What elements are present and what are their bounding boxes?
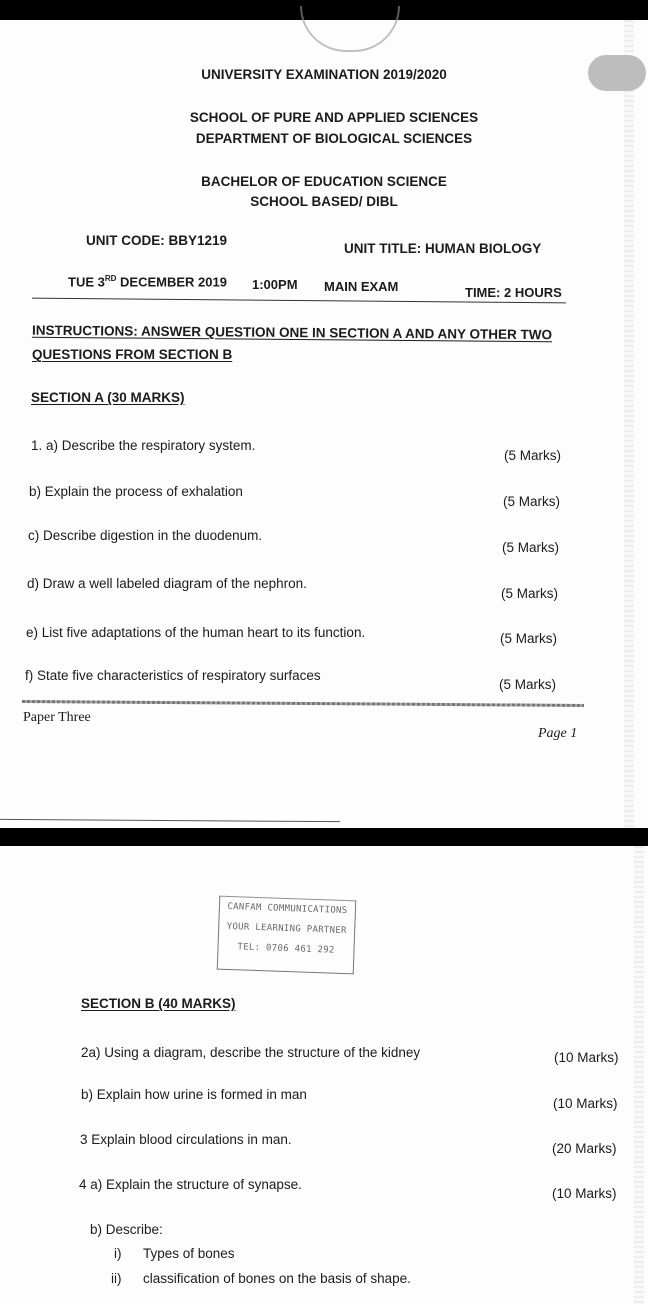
question-1f: f) State five characteristics of respiratory surfaces <box>25 668 321 683</box>
question-3-marks: (20 Marks) <box>552 1141 617 1156</box>
question-1c: c) Describe digestion in the duodenum. <box>28 528 263 543</box>
question-2a-marks: (10 Marks) <box>554 1050 619 1065</box>
instructions-line-2: QUESTIONS FROM SECTION B <box>32 347 233 362</box>
question-4a: 4 a) Explain the structure of synapse. <box>79 1177 302 1192</box>
question-4b-ii-num: ii) <box>111 1271 122 1286</box>
question-1f-marks: (5 Marks) <box>499 677 556 692</box>
footer-page-number: Page 1 <box>538 726 578 741</box>
question-1d-marks: (5 Marks) <box>501 586 558 601</box>
question-4b-i-text: Types of bones <box>143 1246 235 1261</box>
question-1a-marks: (5 Marks) <box>504 448 561 463</box>
instructions-line-1: INSTRUCTIONS: ANSWER QUESTION ONE IN SECTION A AND ANY OTHER TWO <box>31 322 553 343</box>
question-1a: 1. a) Describe the respiratory system. <box>31 438 256 453</box>
page-separator-band <box>0 828 648 846</box>
unit-title: UNIT TITLE: HUMAN BIOLOGY <box>344 241 542 256</box>
section-a-title: SECTION A (30 MARKS) <box>31 390 185 405</box>
question-4a-marks: (10 Marks) <box>552 1186 617 1201</box>
footer-divider <box>22 700 584 707</box>
exam-time: 1:00PM <box>252 277 298 292</box>
question-1b: b) Explain the process of exhalation <box>29 484 243 499</box>
canfam-stamp <box>217 896 356 975</box>
exam-page-1 <box>0 20 648 828</box>
programme-mode: SCHOOL BASED/ DIBL <box>250 194 398 209</box>
section-b-title: SECTION B (40 MARKS) <box>81 996 236 1011</box>
department-name: DEPARTMENT OF BIOLOGICAL SCIENCES <box>195 131 473 146</box>
exam-type: MAIN EXAM <box>324 279 399 294</box>
exam-title: UNIVERSITY EXAMINATION 2019/2020 <box>201 67 447 82</box>
exam-duration: TIME: 2 HOURS <box>465 285 562 300</box>
programme-name: BACHELOR OF EDUCATION SCIENCE <box>201 174 447 189</box>
scan-edge <box>634 846 644 1304</box>
question-4b-ii-text: classification of bones on the basis of shape. <box>143 1271 411 1286</box>
question-2a: 2a) Using a diagram, describe the structure of the kidney <box>81 1045 421 1060</box>
unit-code: UNIT CODE: BBY1219 <box>86 233 228 248</box>
question-4b-i-num: i) <box>114 1246 122 1261</box>
page-bottom-edge <box>0 819 340 822</box>
question-3: 3 Explain blood circulations in man. <box>80 1132 292 1147</box>
stamp-line-1: CANFAM COMMUNICATIONS <box>227 901 348 917</box>
question-4b-label: b) Describe: <box>90 1222 163 1237</box>
stamp-line-3: TEL: 0706 461 292 <box>237 942 335 956</box>
question-1e-marks: (5 Marks) <box>500 631 557 646</box>
stamp-line-2: YOUR LEARNING PARTNER <box>226 921 347 937</box>
question-1c-marks: (5 Marks) <box>502 540 559 555</box>
university-seal-logo <box>300 6 400 52</box>
exam-date: TUE 3RD DECEMBER 2019 <box>68 274 227 290</box>
footer-paper-label: Paper Three <box>23 710 91 725</box>
question-1d: d) Draw a well labeled diagram of the nephron. <box>27 576 307 591</box>
school-name: SCHOOL OF PURE AND APPLIED SCIENCES <box>189 110 479 125</box>
question-1b-marks: (5 Marks) <box>503 494 560 509</box>
question-1e: e) List five adaptations of the human heart to its function. <box>26 625 366 640</box>
question-2b-marks: (10 Marks) <box>553 1096 618 1111</box>
question-2b: b) Explain how urine is formed in man <box>81 1087 307 1102</box>
